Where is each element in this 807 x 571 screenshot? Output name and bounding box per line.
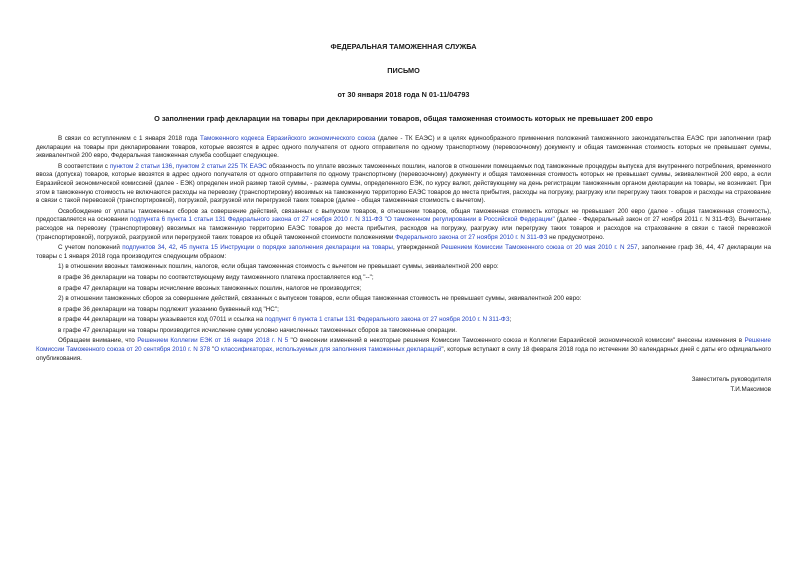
- paragraph-5: Обращаем внимание, что Решением Коллегии ЕЭК от 16 января 2018 г. N 5 "О внесении изменений в некоторые решения Комиссии Таможенного союза и Коллегии Евразийской экономической комиссии" внесены изменения в Решение Комиссии Таможенного союза от 20 сентября 2010 г. N 378 "О классификаторах, используемых для заполнения таможенных деклараций", которые вступают в силу 18 февраля 2018 года по истечении 30 календарных дней с даты его официального опубликования.: [36, 337, 772, 362]
- signer-name: Т.И.Максимов: [730, 386, 771, 394]
- link-decision-257[interactable]: Решением Комиссии Таможенного союза от 20 мая 2010 г. N 257: [441, 244, 638, 252]
- list-item: в графе 47 декларации на товары производится исчисление сумм условно начисленных таможенных сборов за таможенные операции.: [58, 326, 458, 334]
- doc-date-number: от 30 января 2018 года N 01-11/04793: [337, 90, 470, 99]
- doc-type: ПИСЬМО: [387, 66, 420, 75]
- list-item: 1) в отношении ввозных таможенных пошлин, налогов, если общая таможенная стоимость с вычетом не превышает суммы, эквивалентной 200 евро:: [58, 263, 499, 271]
- agency-title: ФЕДЕРАЛЬНАЯ ТАМОЖЕННАЯ СЛУЖБА: [330, 42, 477, 51]
- list-item: в графе 47 декларации на товары исчисление ввозных таможенных пошлин, налогов не производится;: [58, 284, 362, 292]
- document-body: [36, 135, 771, 363]
- paragraph-2: В соответствии с пунктом 2 статьи 136, пунктом 2 статьи 225 ТК ЕАЭС обязанность по уплате ввозных таможенных пошлин, налогов в отношении помещаемых под таможенные процедуры выпуска для внутреннего потребления, временного ввоза (допуска) товаров, которые ввозятся в адрес одного получателя от одного отправителя по одному транспортному (перевозочному) документу и общая таможенная стоимость которых не превышает суммы, эквивалентной 200 евро, а если Евразийской экономической комиссией (далее - ЕЭК) определен иной размер такой суммы, - размера суммы, определенного ЕЭК, по курсу валют, действующему на день регистрации таможенным органом декларации на товары, не возникает. При этом в таможенную стоимость не включаются расходы на перевозку (транспортировку) ввозимых на таможенную территорию ЕАЭС товаров до места прибытия, расходы на погрузку, разгрузку или перегрузку таких товаров и расходы на страхование в связи с такой перевозкой (транспортировкой), погрузкой, разгрузкой или перегрузкой таких товаров (далее - общая таможенная стоимость с вычетом).: [36, 162, 771, 205]
- list-item-with-link: в графе 44 декларации на товары указывается код 07011 и ссылка на подпункт 6 пункта 1 статьи 131 Федерального закона от 27 ноября 2010 г. N 311-ФЗ;: [58, 316, 512, 324]
- link-subpoint-34[interactable]: подпунктов 34: [122, 244, 165, 252]
- link-classifiers[interactable]: О классификаторах, используемых для заполнения таможенных деклараций: [214, 346, 442, 354]
- link-fz-311-subpoint-6[interactable]: подпункт 6 пункта 1 статьи 131 Федерального закона от 27 ноября 2010 г. N 311-ФЗ: [264, 316, 510, 324]
- link-instruction[interactable]: 45 пункта 15 Инструкции о порядке заполнения декларации на товары: [179, 244, 393, 252]
- doc-subject: О заполнении граф декларации на товары при декларировании товаров, общая таможенная стоимость которых не превышает 200 евро: [154, 114, 653, 123]
- signature-block: [36, 375, 771, 395]
- list-item: в графе 36 декларации на товары по соответствующему виду таможенного платежа проставляется код "--";: [58, 273, 374, 281]
- link-art-225[interactable]: пунктом 2 статьи 225 ТК ЕАЭС: [175, 162, 267, 170]
- paragraph-1: В связи со вступлением с 1 января 2018 года Таможенного кодекса Евразийского экономического союза (далее - ТК ЕАЭС) и в целях единообразного применения положений таможенного законодательства ЕАЭС при заполнении граф декларации на товары при декларировании товаров, которые ввозятся в адрес одного получателя от одного отправителя по одному транспортному (перевозочному) документу и общая таможенная стоимость которых не превышает суммы, эквивалентной 200 евро, Федеральная таможенная служба сообщает следующее.: [36, 135, 771, 160]
- link-eec-decision-5[interactable]: Решением Коллегии ЕЭК от 16 января 2018 г. N 5: [137, 337, 289, 345]
- signer-role: Заместитель руководителя: [691, 376, 771, 384]
- link-art-136[interactable]: пунктом 2 статьи 136: [109, 162, 173, 170]
- paragraph-3: Освобождение от уплаты таможенных сборов за совершение действий, связанных с выпуском товаров, в отношении товаров, общая таможенная стоимость которых не превышает 200 евро (далее - общая таможенная стоимость), предоставляется на основании подпункта 6 пункта 1 статьи 131 Федерального закона от 27 ноября 2010 г. N 311-ФЗ "О таможенном регулировании в Российской Федерации" (далее - Федеральный закон от 27 ноября 2011 г. N 311-ФЗ). Вычитание расходов на перевозку (транспортировку) ввозимых на таможенную территорию ЕАЭС товаров до места прибытия, расходов на погрузку, разгрузку или перегрузку таких товаров и расходов на страхование в связи с такой перевозкой (транспортировкой), погрузкой, разгрузкой или перегрузкой таких товаров из общей таможенной стоимости положениями Федерального закона от 27 ноября 2010 г. N 311-ФЗ не предусмотрено.: [36, 207, 772, 241]
- list-item: 2) в отношении таможенных сборов за совершение действий, связанных с выпуском товаров, если общая таможенная стоимость не превышает суммы, эквивалентной 200 евро:: [58, 295, 582, 303]
- link-decision-378[interactable]: Решение Комиссии Таможенного союза от 20 сентября 2010 г. N 378: [36, 337, 772, 354]
- paragraph-4: С учетом положений подпунктов 34, 42, 45 пункта 15 Инструкции о порядке заполнения декларации на товары, утвержденной Решением Комиссии Таможенного союза от 20 мая 2010 г. N 257, заполнение граф 36, 44, 47 декларации на товары с 1 января 2018 года производится следующим образом:: [36, 244, 772, 260]
- link-subpoint-42[interactable]: 42: [168, 244, 176, 252]
- list-item: в графе 36 декларации на товары подлежит указанию буквенный код "НС";: [58, 305, 279, 313]
- link-tk-eaes[interactable]: Таможенного кодекса Евразийского экономического союза: [199, 135, 376, 142]
- link-fz-311[interactable]: Федерального закона от 27 ноября 2010 г. N 311-ФЗ: [395, 233, 548, 241]
- link-fz-311-art-131[interactable]: подпункта 6 пункта 1 статьи 131 Федерального закона от 27 ноября 2010 г. N 311-ФЗ "О таможенном регулировании в Российской Федерации": [129, 216, 555, 224]
